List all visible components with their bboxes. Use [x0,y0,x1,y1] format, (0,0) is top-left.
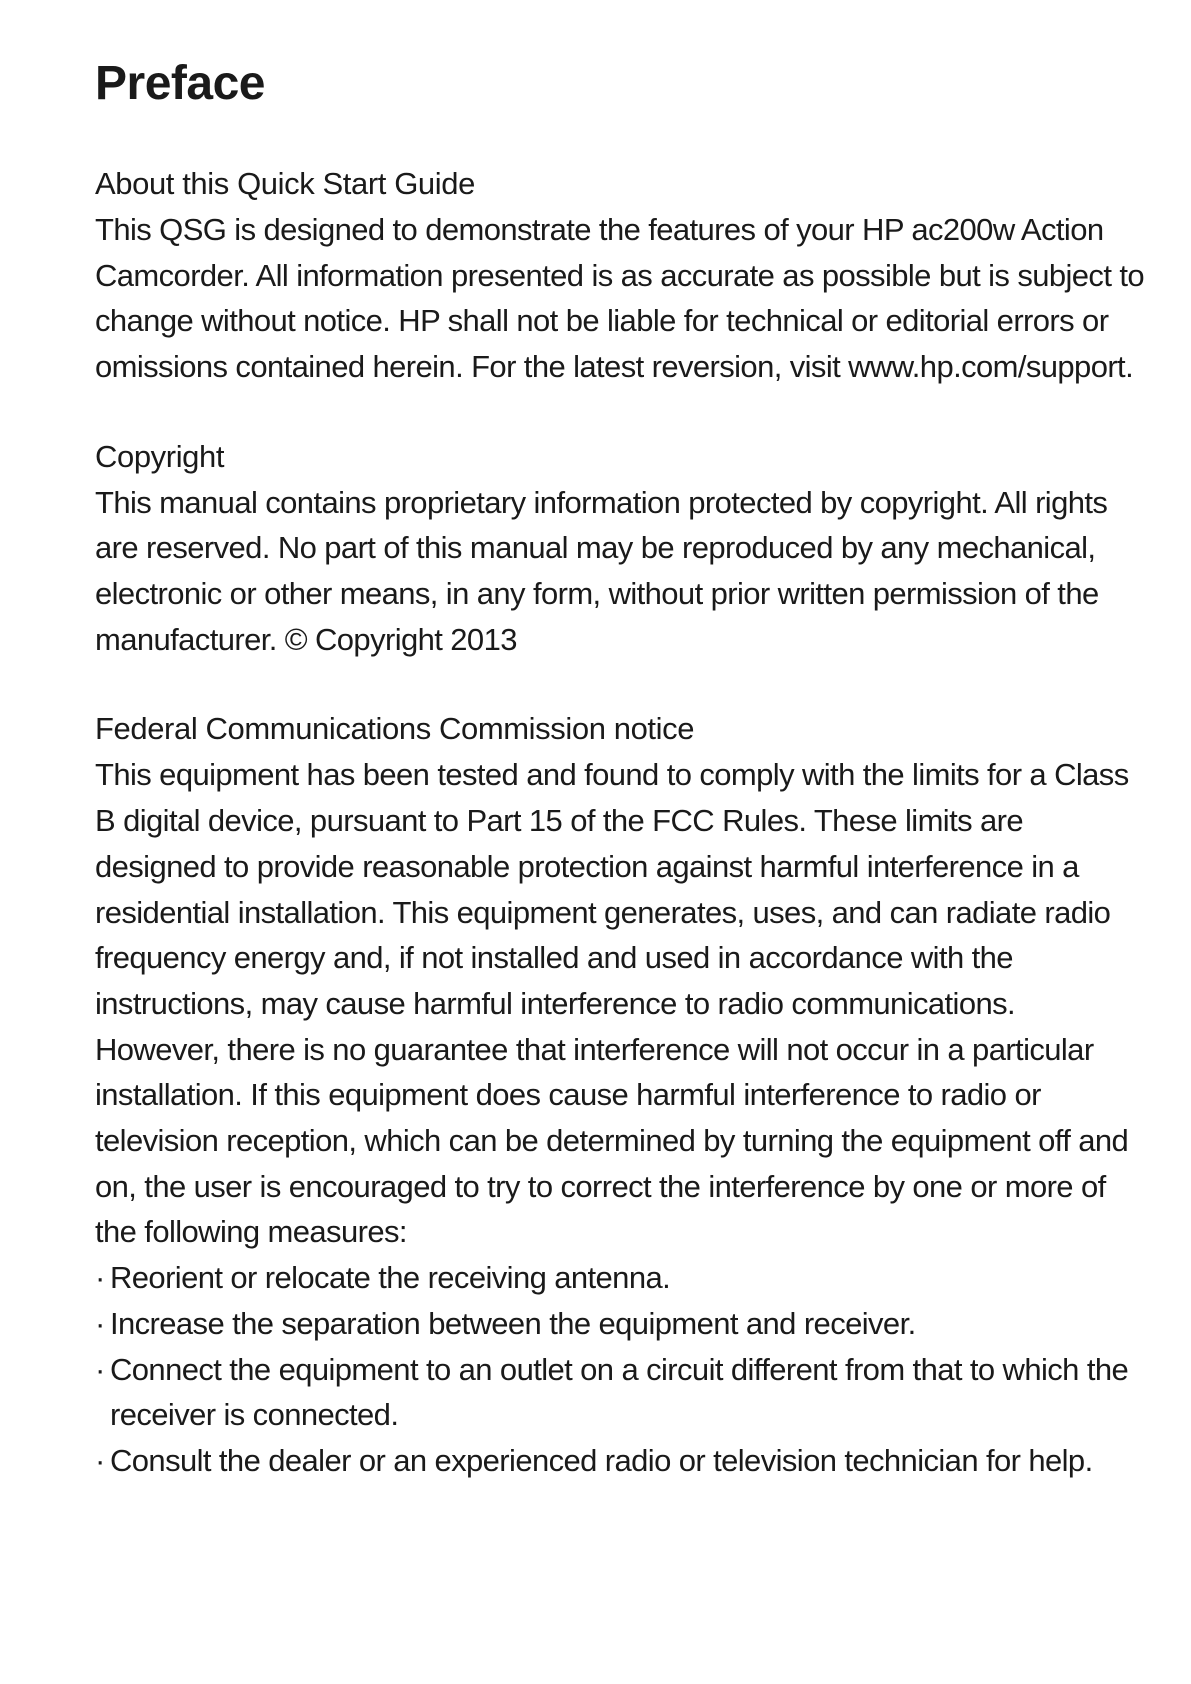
section-body: This QSG is designed to demonstrate the features of your HP ac200w Action Camcorder. All information presented is as accurate as possible but is subject to change without notice. HP shall not be liable for technical or editorial errors or omissions contained herein. For the latest reversion, visit www.hp.com/support. [95,211,1145,384]
bullet-marker: · [95,1305,105,1341]
bullet-marker: · [95,1442,105,1478]
page-title: Preface [95,57,265,110]
section-fcc-notice [95,706,1145,1483]
list-item-text: Increase the separation between the equipment and receiver. [110,1305,916,1341]
list-item-text: Connect the equipment to an outlet on a circuit different from that to which the receiver is connected. [110,1351,1129,1433]
section-body: This equipment has been tested and found to comply with the limits for a Class B digital device, pursuant to Part 15 of the FCC Rules. These limits are designed to provide reasonable protection against harmful interference in a residential installation. This equipment generates, uses, and can radiate radio frequency energy and, if not installed and used in accordance with the instructions, may cause harmful interference to radio communications. However, there is no guarantee that interference will not occur in a particular installation. If this equipment does cause harmful interference to radio or television reception, which can be determined by turning the equipment off and on, the user is encouraged to try to correct the interference by one or more of the following measures: [95,757,1129,1250]
section-body: This manual contains proprietary information protected by copyright. All rights are reserved. No part of this manual may be reproduced by any mechanical, electronic or other means, in any form, without prior written permission of the manufacturer. © Copyright 2013 [95,484,1108,657]
list-item [95,1347,1145,1438]
bullet-marker: · [95,1351,105,1387]
list-item-text: Consult the dealer or an experienced radio or television technician for help. [110,1442,1093,1478]
measures-list [95,1255,1145,1484]
section-about-qsg [95,161,1145,390]
list-item-text: Reorient or relocate the receiving antenna. [110,1260,671,1296]
section-heading: About this Quick Start Guide [95,165,475,201]
list-item [95,1301,1145,1347]
document-page [95,58,1145,1528]
list-item [95,1438,1145,1484]
section-copyright [95,434,1145,663]
bullet-marker: · [95,1260,105,1296]
section-heading: Copyright [95,438,225,474]
list-item [95,1255,1145,1301]
section-heading: Federal Communications Commission notice [95,711,695,747]
